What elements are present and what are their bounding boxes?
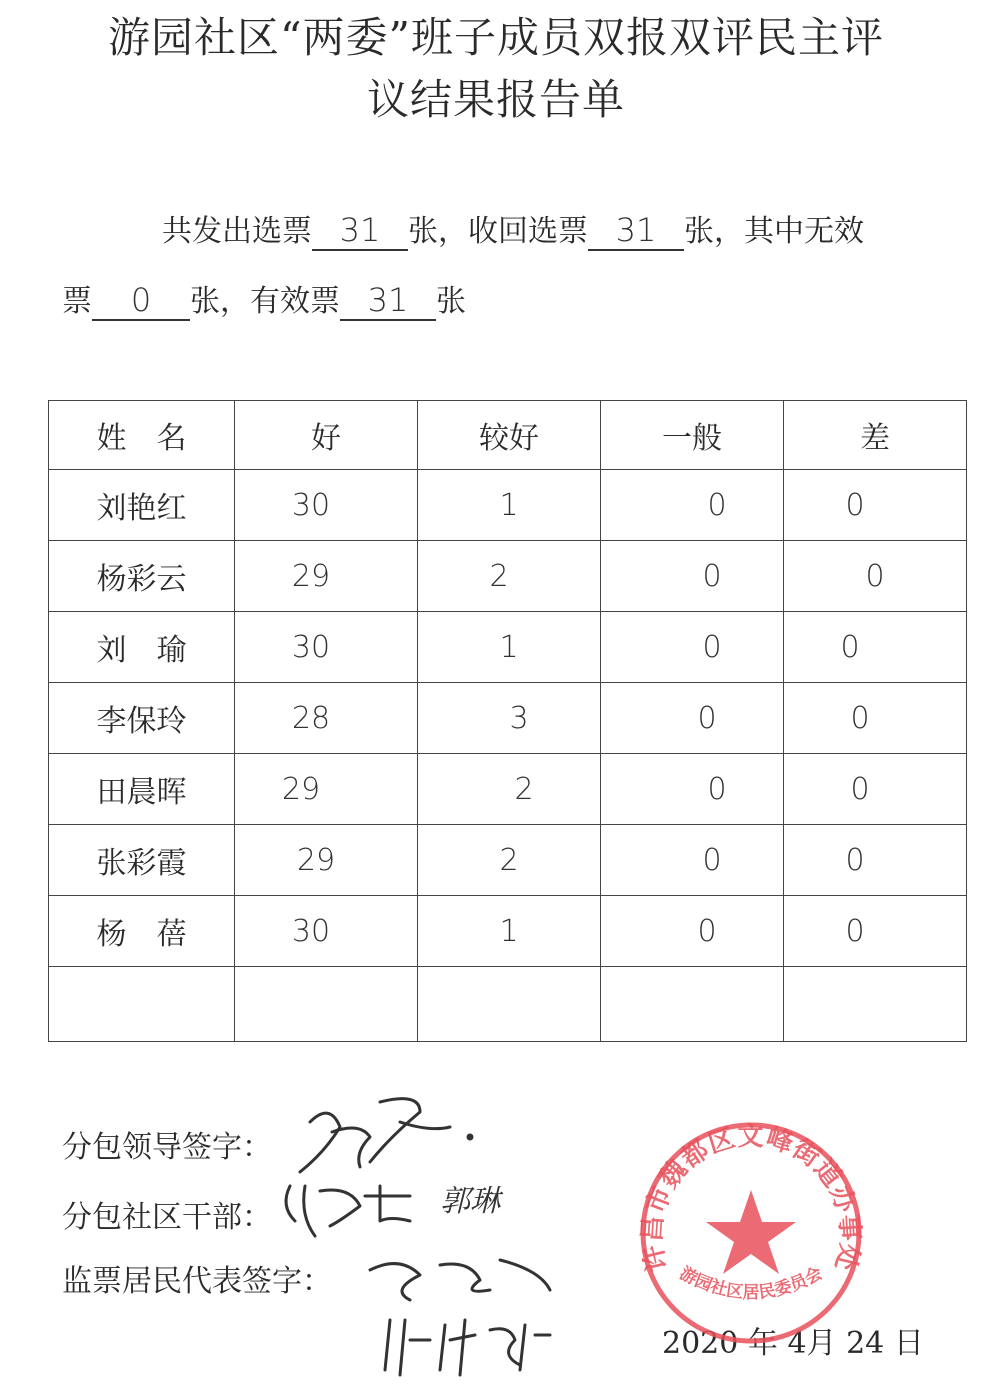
poor-count: 0 [784, 896, 967, 967]
official-seal [636, 1118, 866, 1348]
good-count: 29 [235, 825, 418, 896]
empty-cell [49, 967, 235, 1042]
cadre-name: 郭琳 [440, 1184, 500, 1219]
poor-count: 0 [784, 754, 967, 825]
returned-label: 张，收回选票 [408, 214, 588, 249]
leader-signature-label: 分包领导签字： [62, 1130, 272, 1165]
average-count: 0 [601, 754, 784, 825]
average-count: 0 [601, 470, 784, 541]
member-name: 刘艳红 [49, 470, 235, 541]
cadre-signature-label: 分包社区干部： [62, 1200, 272, 1235]
table-row [49, 541, 967, 612]
average-count: 0 [601, 612, 784, 683]
empty-cell [235, 967, 418, 1042]
empty-cell [601, 967, 784, 1042]
empty-cell [418, 967, 601, 1042]
seal-inner-text: 游园社区居民委员会 [676, 1263, 826, 1303]
member-name: 张彩霞 [49, 825, 235, 896]
issued-count: 31 [312, 211, 408, 251]
invalid-label: 张，其中无效 [684, 214, 864, 249]
table-row [49, 754, 967, 825]
date-year: 2020 [662, 1326, 739, 1361]
star-icon [706, 1190, 796, 1274]
table-row [49, 612, 967, 683]
good-count: 29 [235, 541, 418, 612]
header-fairly-good: 较好 [418, 401, 601, 470]
poor-count: 0 [784, 825, 967, 896]
header-name: 姓 名 [49, 401, 235, 470]
member-name: 杨彩云 [49, 541, 235, 612]
average-count: 0 [601, 896, 784, 967]
member-name: 田晨晖 [49, 754, 235, 825]
date-month-unit: 月 [806, 1326, 837, 1361]
good-count: 29 [235, 754, 418, 825]
date-month: 4 [787, 1326, 807, 1361]
good-count: 30 [235, 612, 418, 683]
date-year-unit: 年 [747, 1326, 778, 1361]
document-title-line1: 游园社区“两委”班子成员双报双评民主评 [108, 13, 884, 62]
fairly-good-count: 1 [418, 470, 601, 541]
date-day: 24 [846, 1326, 885, 1361]
poor-count: 0 [784, 683, 967, 754]
empty-cell [784, 967, 967, 1042]
document-title-line2: 议结果报告单 [366, 75, 625, 124]
fairly-good-count: 3 [418, 683, 601, 754]
rep-signature [350, 1240, 570, 1380]
average-count: 0 [601, 825, 784, 896]
table-row [49, 683, 967, 754]
evaluation-table [48, 400, 967, 1042]
good-count: 30 [235, 896, 418, 967]
member-name: 杨 蓓 [49, 896, 235, 967]
rep-signature-label: 监票居民代表签字： [62, 1264, 332, 1299]
fairly-good-count: 2 [418, 825, 601, 896]
table-row [49, 470, 967, 541]
issued-label: 共发出选票 [162, 214, 312, 249]
table-header-row [49, 401, 967, 470]
header-poor: 差 [784, 401, 967, 470]
poor-count: 0 [784, 470, 967, 541]
poor-count: 0 [784, 541, 967, 612]
ballot-summary-line1 [162, 206, 864, 251]
member-name: 李保玲 [49, 683, 235, 754]
seal-outer-text: 许昌市魏都区文峰街道办事处 [637, 1121, 865, 1275]
valid-label: 张，有效票 [190, 284, 340, 319]
table-row-empty [49, 967, 967, 1042]
fairly-good-count: 1 [418, 612, 601, 683]
fairly-good-count: 2 [418, 541, 601, 612]
fairly-good-count: 2 [418, 754, 601, 825]
average-count: 0 [601, 683, 784, 754]
returned-count: 31 [588, 211, 684, 251]
member-name: 刘 瑜 [49, 612, 235, 683]
poor-count: 0 [784, 612, 967, 683]
ballot-summary-line2 [62, 276, 466, 321]
average-count: 0 [601, 541, 784, 612]
svg-text:游园社区居民委员会 [676, 1263, 826, 1303]
valid-unit: 张 [436, 284, 466, 319]
valid-count: 31 [340, 281, 436, 321]
invalid-label-cont: 票 [62, 284, 92, 319]
header-average: 一般 [601, 401, 784, 470]
cadre-signature [270, 1166, 430, 1246]
good-count: 30 [235, 470, 418, 541]
header-good: 好 [235, 401, 418, 470]
table-row [49, 896, 967, 967]
date-day-unit: 日 [893, 1326, 924, 1361]
fairly-good-count: 1 [418, 896, 601, 967]
good-count: 28 [235, 683, 418, 754]
invalid-count: 0 [92, 281, 190, 321]
table-row [49, 825, 967, 896]
